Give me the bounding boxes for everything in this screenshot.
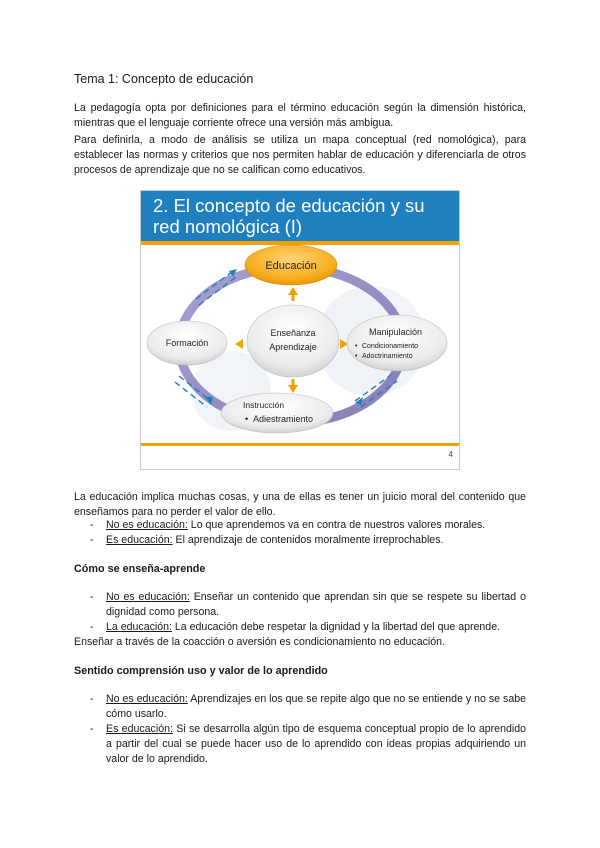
- item-text: Enseñar un contenido que aprendan sin que se respete su libertad o dignidad como persona.: [106, 591, 526, 618]
- section3-heading: Sentido comprensión uso y valor de lo aprendido: [74, 665, 328, 677]
- instruccion-node: [221, 393, 333, 433]
- bullet-dash: -: [90, 723, 94, 735]
- bullet-dash: -: [90, 519, 94, 531]
- item-label: Es educación:: [106, 534, 173, 546]
- manipulacion-label: Manipulación: [369, 327, 423, 337]
- section3-item-1: [90, 692, 526, 722]
- item-text: El aprendizaje de contenidos moralmente irreprochables.: [172, 534, 444, 546]
- section2-item-1: [90, 590, 526, 620]
- item-label: No es educación:: [106, 591, 190, 603]
- section1-paragraph: La educación implica muchas cosas, y una de ellas es tener un juicio moral del contenido que enseñamos para no perder el valor de ello.: [74, 491, 526, 518]
- manipulacion-sub-bullet-2: •: [355, 353, 358, 360]
- item-text: Lo que aprendemos va en contra de nuestros valores morales.: [187, 519, 486, 531]
- slide-footer-bar: [141, 443, 459, 446]
- section2-item-2: [90, 620, 526, 635]
- bullet-dash: -: [90, 534, 94, 546]
- educacion-label: Educación: [265, 260, 317, 272]
- bullet-dash: -: [90, 621, 94, 633]
- bullet-dash: -: [90, 591, 94, 603]
- instruccion-sub: Adiestramiento: [253, 414, 314, 424]
- instruccion-sub-bullet: •: [245, 414, 249, 424]
- bullet-dash: -: [90, 693, 94, 705]
- page-title: Tema 1: Concepto de educación: [74, 72, 254, 86]
- section2-closing: Enseñar a través de la coacción o aversión es condicionamiento no educación.: [74, 636, 446, 648]
- intro-paragraph-1: La pedagogía opta por definiciones para el término educación según la dimensión histórica, mientras que el lenguaje corriente ofrece una versión más ambigua.: [74, 102, 526, 129]
- item-label: La educación:: [106, 621, 172, 633]
- slide-title: 2. El concepto de educación y su red nomológica (I): [153, 195, 425, 237]
- section1-item-1: [90, 518, 526, 533]
- concept-map-slide: [140, 190, 460, 470]
- center-label-2: Aprendizaje: [269, 342, 317, 352]
- concept-map-diagram: [141, 191, 459, 469]
- slide-page-number: 4: [448, 450, 453, 459]
- intro-paragraph-2: Para definirla, a modo de análisis se utiliza un mapa conceptual (red nomológica), para establecer las normas y criterios que nos permiten hablar de educación y diferenciarla de otros procesos de aprendizaje que no se califican como educativos.: [74, 134, 526, 176]
- formacion-label: Formación: [165, 338, 209, 348]
- item-text: La educación debe respetar la dignidad y la libertad del que aprende.: [171, 621, 501, 633]
- section2-heading: Cómo se enseña-aprende: [74, 563, 206, 575]
- center-node: [247, 305, 339, 377]
- manipulacion-sub-bullet-1: •: [355, 343, 358, 350]
- manipulacion-sub-1: Condicionamiento: [362, 343, 419, 350]
- section3-item-2: [90, 722, 526, 767]
- item-label: Es educación:: [106, 723, 173, 735]
- item-text: Aprendizajes en los que se repite algo que no se entiende y no se sabe cómo usarlo.: [106, 693, 526, 720]
- item-label: No es educación:: [106, 519, 188, 531]
- item-text: Si se desarrolla algún tipo de esquema conceptual propio de lo aprendido a partir del cual se puede hacer uso de lo aprendido con ideas propias adquiriendo un valor de lo aprendido.: [106, 723, 526, 765]
- instruccion-label: Instrucción: [243, 400, 285, 410]
- item-label: No es educación:: [106, 693, 188, 705]
- section1-item-2: [90, 533, 526, 548]
- center-label-1: Enseñanza: [270, 328, 316, 338]
- manipulacion-sub-2: Adoctrinamiento: [362, 353, 413, 360]
